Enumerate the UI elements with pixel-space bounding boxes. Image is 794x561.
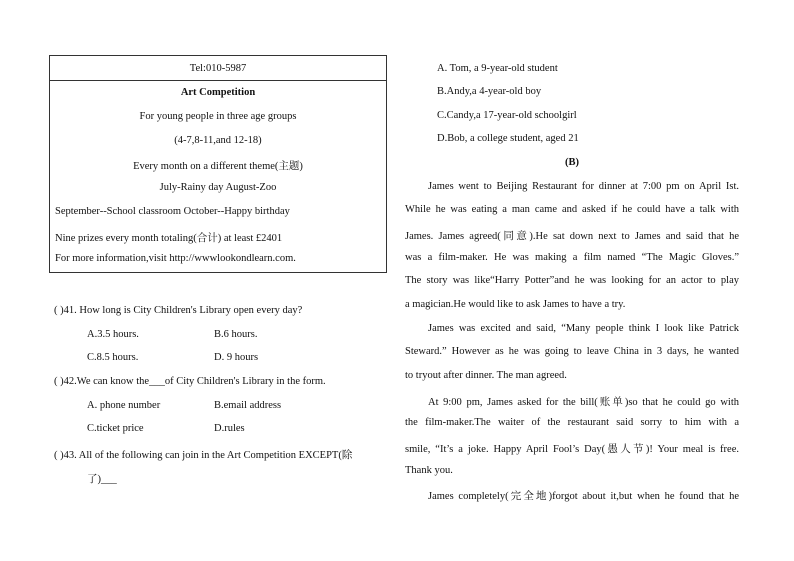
q41-stem: ( )41. How long is City Children's Library open every day? [54, 305, 303, 316]
passage-line: Thank you. [405, 465, 453, 476]
passage-heading: (B) [565, 157, 579, 168]
art-competition-ad [49, 55, 387, 273]
passage-line: Steward.” However as he was going to leave China in 3 days, he wanted [405, 346, 739, 357]
passage-line: The story was like“Harry Potter”and he was looking for an actor to play [405, 275, 739, 286]
ad-line-4: July-Rainy day August-Zoo [159, 182, 277, 193]
ad-line-7: For more information,visit http://wwwlookondlearn.com. [55, 253, 296, 264]
q41-option-c: C.8.5 hours. [87, 352, 139, 363]
passage-line: James completely(完全地)forgot about it,but when he found that he [428, 491, 739, 502]
passage-line: smile, “It’s a joke. Happy April Fool’s Day(愚人节)! Your meal is free. [405, 444, 739, 455]
passage-line: At 9:00 pm, James asked for the bill(账单)so that he could go with [428, 397, 739, 408]
q43-option-d: D.Bob, a college student, aged 21 [437, 133, 579, 144]
q42-stem: ( )42.We can know the___of City Children's Library in the form. [54, 376, 326, 387]
ad-line-2: (4-7,8-11,and 12-18) [174, 135, 262, 146]
passage-line: to tryout after dinner. The man agreed. [405, 370, 567, 381]
q42-option-c: C.ticket price [87, 423, 144, 434]
q43-option-b: B.Andy,a 4-year-old boy [437, 86, 542, 97]
q42-option-a: A. phone number [87, 400, 161, 411]
ad-line-3: Every month on a different theme(主题) [133, 161, 303, 172]
passage-line: While he was eating a man came and asked if he could have a talk with [405, 204, 739, 215]
passage-line: a magician.He would like to ask James to have a try. [405, 299, 626, 310]
ad-tel: Tel:010-5987 [50, 56, 386, 81]
passage-line: was a film-maker. He was making a film named “The Magic Gloves.” [405, 252, 739, 263]
q43-stem: ( )43. All of the following can join in the Art Competition EXCEPT(除 [54, 450, 353, 461]
ad-line-6: Nine prizes every month totaling(合计) at least £2401 [55, 233, 283, 244]
q43-option-c: C.Candy,a 17-year-old schoolgirl [437, 110, 577, 121]
ad-line-1: For young people in three age groups [139, 111, 297, 122]
q41-option-b: B.6 hours. [214, 329, 258, 340]
ad-title: Art Competition [180, 87, 256, 98]
passage-line: the film-maker.The waiter of the restaurant said sorry to him with a [405, 417, 739, 428]
q43-stem-cont: 了)___ [87, 474, 117, 485]
q42-option-d: D.rules [214, 423, 245, 434]
q41-option-d: D. 9 hours [214, 352, 259, 363]
q43-option-a: A. Tom, a 9-year-old student [437, 63, 558, 74]
passage-line: James was excited and said, “Many people think I look like Patrick [428, 323, 739, 334]
q42-option-b: B.email address [214, 400, 282, 411]
ad-line-5: September--School classroom October--Happy birthday [55, 206, 290, 217]
q41-option-a: A.3.5 hours. [87, 329, 139, 340]
passage-line: James went to Beijing Restaurant for dinner at 7:00 pm on April Ist. [428, 181, 739, 192]
passage-line: James. James agreed(同意).He sat down next to James and said that he [405, 231, 739, 242]
